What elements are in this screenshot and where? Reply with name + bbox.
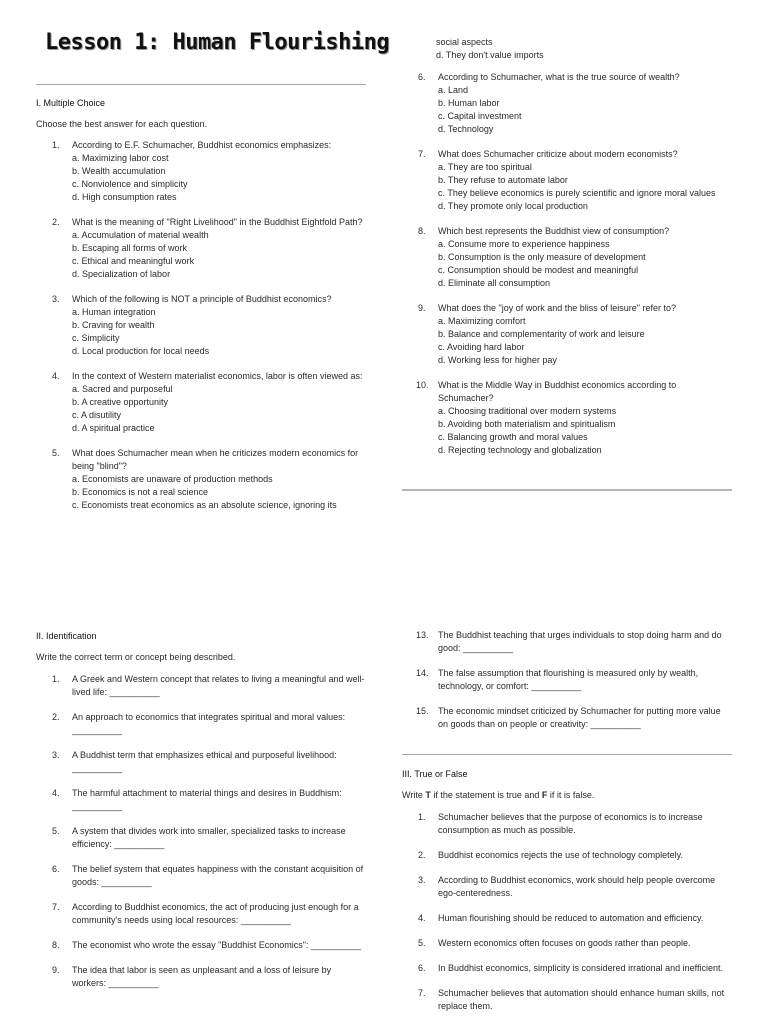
true-false-column [402, 768, 732, 1025]
section-heading-multiple-choice: I. Multiple Choice [36, 98, 106, 108]
identification-list-right [402, 629, 732, 731]
identification-list-left [36, 673, 366, 990]
identification-item-4: 4. The harmful attachment to material things and desires in Buddhism: __________ [52, 788, 342, 811]
true-false-item-1: 1. Schumacher believes that the purpose of economics is to increase consumption as much as possible. [418, 812, 703, 835]
mc-list-right [402, 71, 732, 457]
right-divider-2 [402, 754, 732, 755]
mc-question-6: 6. According to Schumacher, what is the true source of wealth? a. Land b. Human labor c. Capital investment d. Technology [418, 72, 680, 134]
mc-question-9: 9. What does the "joy of work and the bliss of leisure" refer to? a. Maximizing comfort b. Balance and complementarity of work and leisure c. Avoiding hard labor d. Working less for higher pay [418, 303, 677, 365]
identification-item-8: 8. The economist who wrote the essay "Buddhist Economics": __________ [52, 940, 362, 950]
mc-question-10: 10. What is the Middle Way in Buddhist economics according to Schumacher? a. Choosing traditional over modern systems b. Avoiding both materialism and spiritualism c. Balancing growth and moral values d. Rejecting technology and globalization [416, 380, 677, 455]
mc-question-5: 5. What does Schumacher mean when he criticizes modern economics for being "blind"? a. Economists are unaware of production methods b. Economics is not a real science c. Economists treat economics as an absolute science, ignoring its [52, 448, 359, 510]
mc-left-column [36, 97, 366, 524]
identification-item-3: 3. A Buddhist term that emphasizes ethical and purposeful livelihood: __________ [52, 750, 337, 773]
mc-question-2: 2. What is the meaning of "Right Livelihood" in the Buddhist Eightfold Path? a. Accumulation of material wealth b. Escaping all forms of work c. Ethical and meaningful work d. Specialization of labor [52, 217, 363, 279]
mc-instructions: Choose the best answer for each question. [36, 119, 208, 129]
true-false-item-2: 2. Buddhist economics rejects the use of technology completely. [418, 850, 683, 860]
mc-question-1: 1. According to E.F. Schumacher, Buddhist economics emphasizes: a. Maximizing labor cost b. Wealth accumulation c. Nonviolence and simplicity d. High consumption rates [52, 140, 332, 202]
true-false-item-4: 4. Human flourishing should be reduced to automation and efficiency. [418, 913, 704, 923]
mc-question-5-continued: social aspects d. They don't value imports [436, 37, 544, 60]
right-divider-1 [402, 489, 732, 491]
mc-question-4: 4. In the context of Western materialist economics, labor is often viewed as: a. Sacred and purposeful b. A creative opportunity c. A disutility d. A spiritual practice [52, 371, 363, 433]
identification-item-2: 2. An approach to economics that integrates spiritual and moral values: __________ [52, 712, 346, 735]
identification-item-9: 9. The idea that labor is seen as unpleasant and a loss of leisure by workers: __________ [52, 965, 332, 988]
true-false-item-7: 7. Schumacher believes that automation should enhance human skills, not replace them. [418, 988, 725, 1011]
true-false-instructions: Write T if the statement is true and F if it is false. [402, 790, 595, 800]
true-false-item-6: 6. In Buddhist economics, simplicity is considered irrational and inefficient. [418, 963, 723, 973]
true-false-item-3: 3. According to Buddhist economics, work should help people overcome ego-centeredness. [418, 875, 716, 898]
identification-left-column [36, 630, 366, 1002]
identification-item-13: 13. The Buddhist teaching that urges individuals to stop doing harm and do good: __________ [416, 630, 722, 653]
section-heading-true-false: III. True or False [402, 769, 468, 779]
identification-right-column [402, 629, 732, 743]
true-false-list [402, 811, 732, 1013]
mc-question-3: 3. Which of the following is NOT a principle of Buddhist economics? a. Human integration b. Craving for wealth c. Simplicity d. Local production for local needs [52, 294, 332, 356]
mc-question-8: 8. Which best represents the Buddhist view of consumption? a. Consume more to experience happiness b. Consumption is the only measure of development c. Consumption should be modest and meaningful d. Eliminate all consumption [418, 226, 670, 288]
identification-instructions: Write the correct term or concept being described. [36, 652, 236, 662]
identification-item-1: 1. A Greek and Western concept that relates to living a meaningful and well-lived life: __________ [52, 674, 365, 697]
identification-item-15: 15. The economic mindset criticized by Schumacher for putting more value on goods than on people or creativity: __________ [416, 706, 721, 729]
identification-item-5: 5. A system that divides work into smaller, specialized tasks to increase efficiency: __________ [52, 826, 346, 849]
mc-list-left [36, 139, 366, 512]
identification-item-14: 14. The false assumption that flourishing is measured only by wealth, technology, or comfort: __________ [416, 668, 699, 691]
mc-question-7: 7. What does Schumacher criticize about modern economists? a. They are too spiritual b. They refuse to automate labor c. They believe economics is purely scientific and ignore moral values d. They promote only local production [418, 149, 716, 211]
section-heading-identification: II. Identification [36, 631, 97, 641]
title-divider [36, 84, 366, 85]
mc-right-column [402, 36, 732, 469]
lesson-title: Lesson 1: Human Flourishing [45, 30, 390, 55]
true-false-item-5: 5. Western economics often focuses on goods rather than people. [418, 938, 691, 948]
identification-item-6: 6. The belief system that equates happiness with the constant acquisition of goods: __________ [52, 864, 364, 887]
identification-item-7: 7. According to Buddhist economics, the act of producing just enough for a community's needs using local resources: __________ [52, 902, 359, 925]
